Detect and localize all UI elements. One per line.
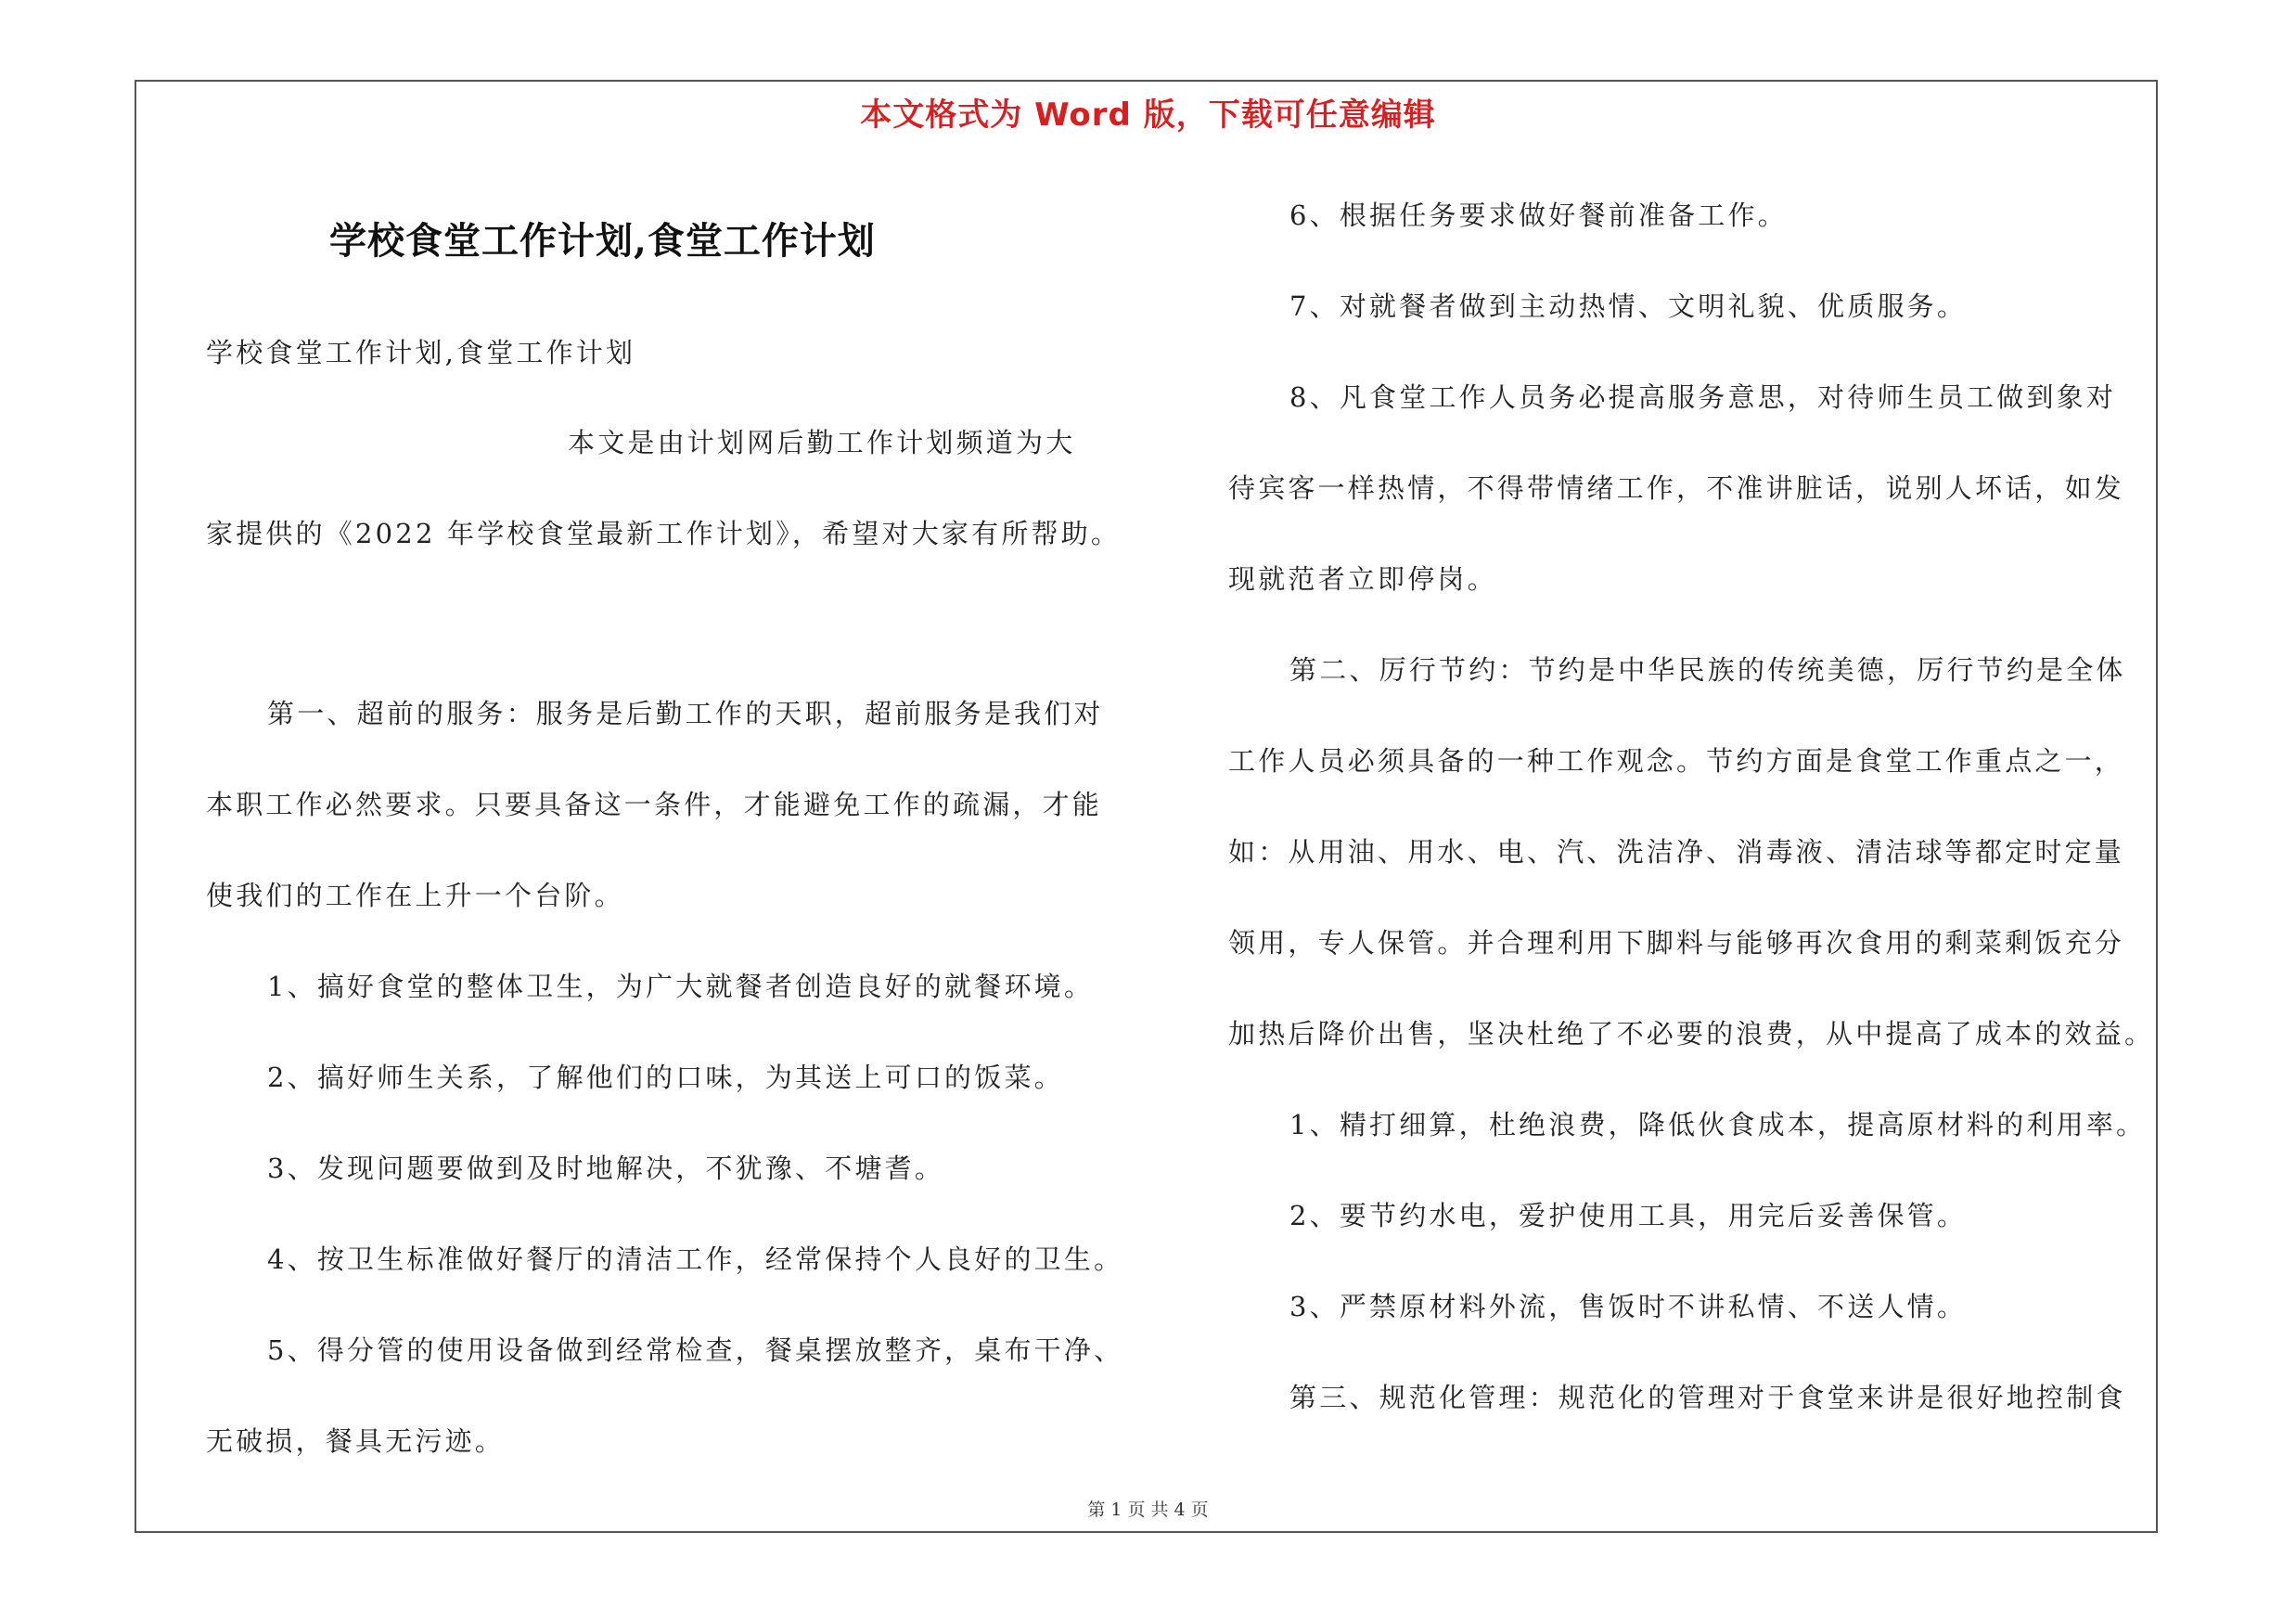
- list-item: 2、要节约水电，爱护使用工具，用完后妥善保管。: [1289, 1200, 1968, 1231]
- list-item: 1、精打细算，杜绝浪费，降低伙食成本，提高原材料的利用率。: [1289, 1109, 2147, 1140]
- list-item: 6、根据任务要求做好餐前准备工作。: [1289, 200, 1788, 231]
- paragraph-line: 本职工作必然要求。只要具备这一条件，才能避免工作的疏漏，才能: [206, 789, 1103, 820]
- paragraph-line: 工作人员必须具备的一种工作观念。节约方面是食堂工作重点之一，: [1228, 745, 2125, 777]
- document-title: 学校食堂工作计划,食堂工作计划: [329, 219, 876, 263]
- paragraph-line: 第二、厉行节约：节约是中华民族的传统美德，厉行节约是全体: [1289, 654, 2126, 686]
- list-item: 无破损，餐具无污迹。: [206, 1425, 506, 1457]
- intro-line: 本文是由计划网后勤工作计划频道为大: [568, 427, 1076, 458]
- list-item: 8、凡食堂工作人员务必提高服务意思，对待师生员工做到象对: [1289, 381, 2117, 413]
- paragraph-line: 如：从用油、用水、电、汽、洗洁净、消毒液、清洁球等都定时定量: [1228, 836, 2125, 868]
- list-item: 7、对就餐者做到主动热情、文明礼貌、优质服务。: [1289, 290, 1968, 322]
- page-number-footer: 第 1 页 共 4 页: [1087, 1500, 1209, 1520]
- list-item: 4、按卫生标准做好餐厅的清洁工作，经常保持个人良好的卫生。: [267, 1243, 1124, 1275]
- subtitle-line: 学校食堂工作计划,食堂工作计划: [206, 337, 636, 368]
- word-format-banner: 本文格式为 Word 版，下载可任意编辑: [860, 97, 1436, 134]
- paragraph-line: 使我们的工作在上升一个台阶。: [206, 880, 624, 911]
- list-item: 2、搞好师生关系，了解他们的口味，为其送上可口的饭菜。: [267, 1062, 1064, 1093]
- intro-line: 家提供的《2022 年学校食堂最新工作计划》，希望对大家有所帮助。: [206, 518, 1122, 549]
- paragraph-line: 领用，专人保管。并合理利用下脚料与能够再次食用的剩菜剩饭充分: [1228, 927, 2125, 959]
- paragraph-line: 第一、超前的服务：服务是后勤工作的天职，超前服务是我们对: [267, 698, 1104, 729]
- paragraph-line: 现就范者立即停岗。: [1228, 563, 1497, 595]
- paragraph-line: 第三、规范化管理：规范化的管理对于食堂来讲是很好地控制食: [1289, 1382, 2126, 1413]
- paragraph-line: 加热后降价出售，坚决杜绝了不必要的浪费，从中提高了成本的效益。: [1228, 1018, 2155, 1050]
- paragraph-line: 待宾客一样热情，不得带情绪工作，不准讲脏话，说别人坏话，如发: [1228, 472, 2125, 504]
- list-item: 5、得分管的使用设备做到经常检查，餐桌摆放整齐，桌布干净、: [267, 1334, 1124, 1366]
- list-item: 1、搞好食堂的整体卫生，为广大就餐者创造良好的就餐环境。: [267, 971, 1095, 1002]
- list-item: 3、发现问题要做到及时地解决，不犹豫、不塘耆。: [267, 1153, 945, 1184]
- list-item: 3、严禁原材料外流，售饭时不讲私情、不送人情。: [1289, 1291, 1968, 1322]
